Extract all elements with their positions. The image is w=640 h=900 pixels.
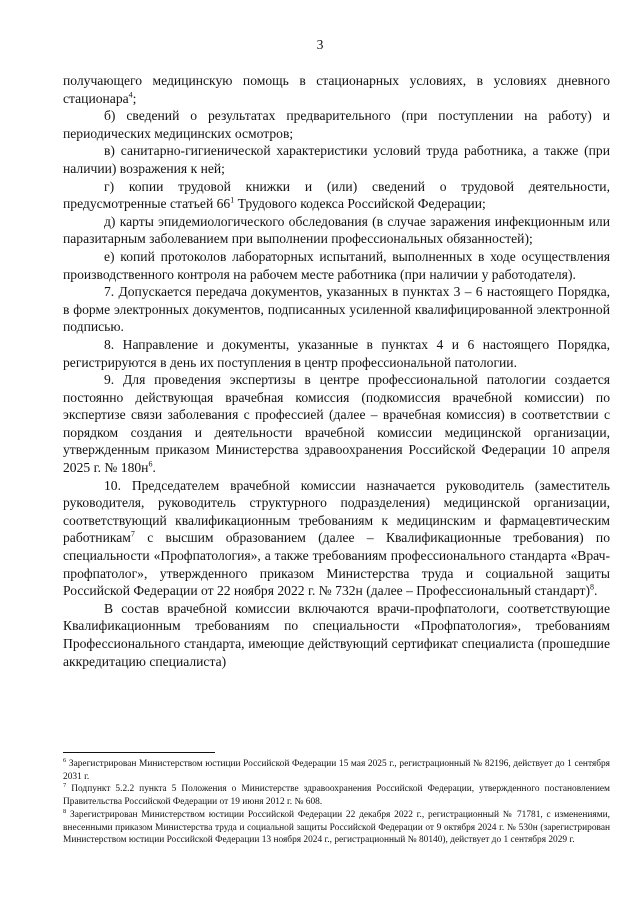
- footnote-7: $^7$ Подпункт 5.2.2 пункта 5 Положения о Министерстве здравоохранения Российской Федерации, утвержденного постановлением Правительства Российской Федерации от 19 июня 2012 г. № 608.: [63, 782, 610, 808]
- paragraph-continuation: получающего медицинскую помощь в стационарных условиях, в условиях дневного стационара$^4$;: [63, 73, 610, 106]
- footnote-separator: [63, 752, 215, 753]
- footnote-ref: 6: [148, 459, 153, 469]
- footnotes: [63, 758, 610, 847]
- paragraph-10: 10. Председателем врачебной комиссии назначается руководитель (заместитель руководителя, руководитель структурного подразделения) медицинской организации, соответствующий квалификационным требованиям к медицинским и фармацевтическим работникам$^7$ с высшим образованием (далее – Квалификационные требования) по специальности «Профпатология», а также требованиям профессионального стандарта «Врач-профпатолог», утвержденного приказом Министерства труда и социальной защиты Российской Федерации от 22 ноября 2022 г. № 732н (далее – Профессиональный стандарт)$^8$.: [63, 477, 610, 599]
- paragraph-item-d: д) карты эпидемиологического обследования (в случае заражения инфекционным или паразитарным заболеванием при выполнении профессиональных обязанностей);: [63, 213, 610, 247]
- paragraph-item-b: б) сведений о результатах предварительного (при поступлении на работу) и периодических медицинских осмотров;: [63, 108, 610, 141]
- footnote-ref: 7: [130, 529, 135, 539]
- paragraph-item-e: е) копий протоколов лабораторных испытаний, выполненных в ходе осуществления производственного контроля на рабочем месте работника (при наличии у работодателя).: [63, 248, 610, 282]
- document-body: [63, 72, 610, 670]
- paragraph-item-v: в) санитарно-гигиенической характеристики условий труда работника, а также (при наличии) возражения к ней;: [63, 143, 610, 176]
- paragraph-7: 7. Допускается передача документов, указанных в пунктах 3 – 6 настоящего Порядка, в форме электронных документов, подписанных усиленной квалифицированной электронной подписью.: [63, 284, 610, 335]
- page-number: 3: [316, 37, 324, 52]
- footnote-8: $^8$ Зарегистрирован Министерством юстиции Российской Федерации 22 декабря 2022 г., регистрационный № 71781, с изменениями, внесенными приказом Министерства труда и социальной защиты Российской Федерации от 9 октября 2024 г. № 530н (зарегистрирован Министерством юстиции Российской Федерации 13 ноября 2024 г., регистрационный № 80140), действует до 1 сентября 2029 г.: [63, 807, 610, 846]
- paragraph-9: 9. Для проведения экспертизы в центре профессиональной патологии создается постоянно действующая врачебная комиссия (подкомиссия врачебной комиссии) по экспертизе связи заболевания с профессией (далее – врачебная комиссия) в соответствии с порядком создания и деятельности врачебной комиссии медицинской организации, утвержденным приказом Министерства здравоохранения Российской Федерации 10 апреля 2025 г. № $180н^6$.: [63, 372, 610, 476]
- footnote-ref: 8: [589, 582, 594, 592]
- paragraph-item-g: г) копии трудовой книжки и (или) сведений о трудовой деятельности, предусмотренные статьей $66^1$ Трудового кодекса Российской Федерации;: [63, 178, 610, 212]
- footnote-ref: 1: [230, 195, 235, 205]
- paragraph-8: 8. Направление и документы, указанные в пунктах 4 и 6 настоящего Порядка, регистрируются в день их поступления в центр профессиональной патологии.: [63, 336, 610, 370]
- paragraph-commission-composition: В состав врачебной комиссии включаются врачи-профпатологи, соответствующие Квалификационным требованиям по специальности «Профпатология», требованиям Профессионального стандарта, имеющие действующий сертификат специалиста (прошедшие аккредитацию специалиста): [63, 600, 610, 669]
- footnote-6: $^6$ Зарегистрирован Министерством юстиции Российской Федерации 15 мая 2025 г., регистрационный № 82196, действует до 1 сентября 2031 г.: [63, 756, 610, 782]
- footnote-ref: 4: [128, 90, 133, 100]
